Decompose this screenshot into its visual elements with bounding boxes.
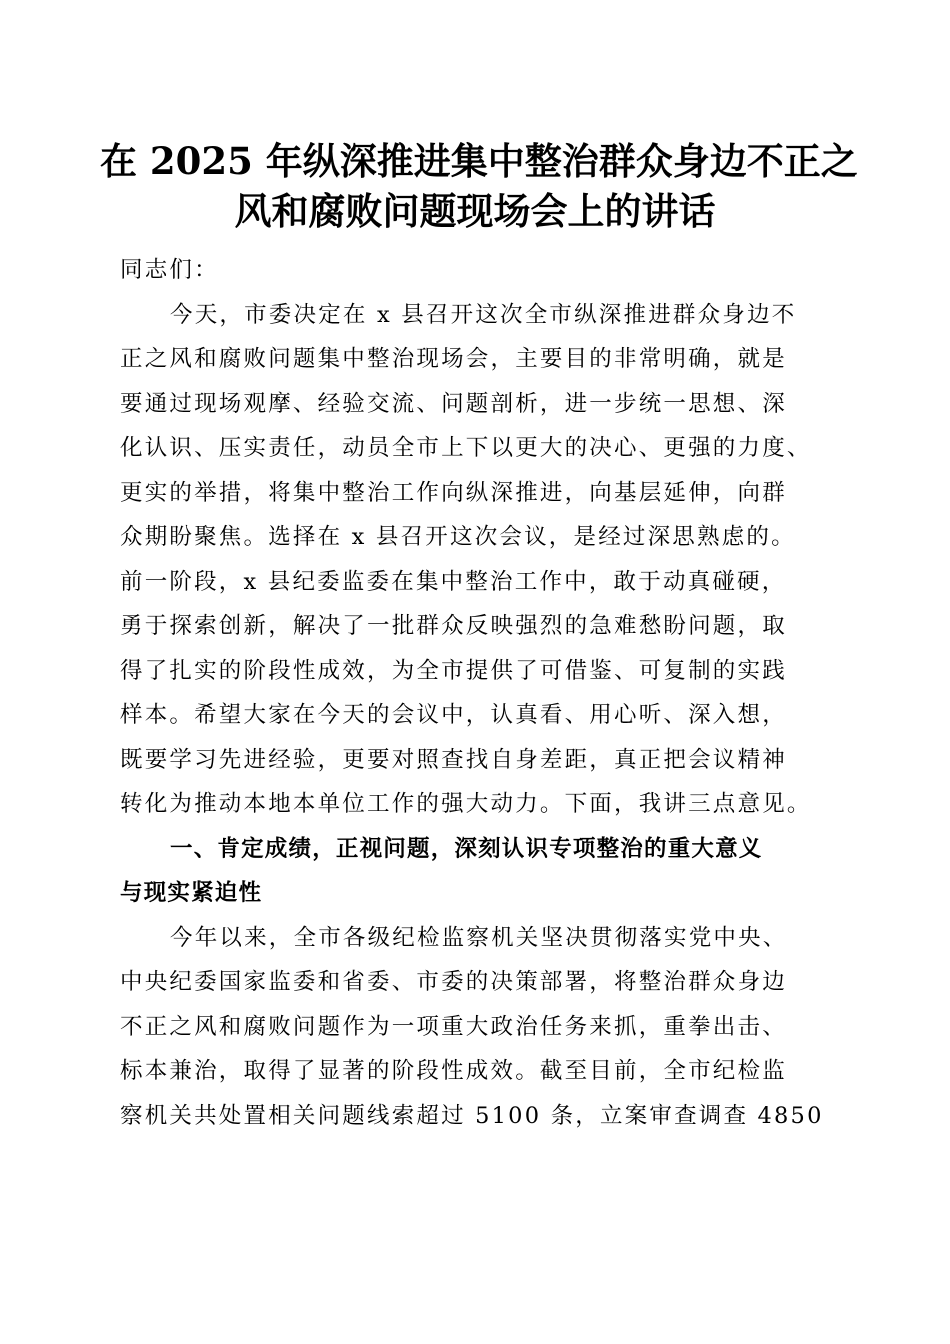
title-line: 风和腐败问题现场会上的讲话 [234,189,716,233]
section-heading [120,827,825,916]
paragraph-line: 标本兼治，取得了显著的阶段性成效。截至目前，全市纪检监 [120,1058,787,1084]
paragraph-line: 化认识、压实责任，动员全市上下以更大的决心、更强的力度、 [120,435,812,461]
paragraph-line: 样本。希望大家在今天的会议中，认真看、用心听、深入想， [120,702,787,728]
paragraph-line: 正之风和腐败问题集中整治现场会，主要目的非常明确，就是 [120,346,787,372]
paragraph-line: 中央纪委国家监委和省委、市委的决策部署，将整治群众身边 [120,969,787,995]
heading-line: 一、肯定成绩，正视问题，深刻认识专项整治的重大意义 [170,835,763,862]
paragraph-line: 勇于探索创新，解决了一批群众反映强烈的急难愁盼问题，取 [120,613,787,639]
paragraph-line: 得了扎实的阶段性成效，为全市提供了可借鉴、可复制的实践 [120,657,787,684]
paragraph-line: 今天，市委决定在 x 县召开这次全市纵深推进群众身边不 [170,301,797,328]
document-title [100,136,858,236]
paragraph-line: 前一阶段，x 县纪委监委在集中整治工作中，敢于动真碰硬， [120,568,787,595]
intro-paragraph [120,293,825,827]
paragraph-line: 更实的举措，将集中整治工作向纵深推进，向基层延伸，向群 [120,479,787,506]
paragraph-line: 今年以来，全市各级纪检监察机关坚决贯彻落实党中央、 [170,924,788,951]
paragraph-line: 不正之风和腐败问题作为一项重大政治任务来抓，重拳出击、 [120,1013,787,1040]
section-paragraph [120,916,825,1139]
title-line: 在 2025 年纵深推进集中整治群众身边不正之 [100,139,858,183]
document-body [120,248,825,1138]
paragraph-line: 察机关共处置相关问题线索超过 5100 条，立案审查调查 4850 [120,1102,824,1129]
paragraph-line: 既要学习先进经验，更要对照查找自身差距，真正把会议精神 [120,746,787,773]
paragraph-line: 转化为推动本地本单位工作的强大动力。下面，我讲三点意见。 [120,791,812,817]
paragraph-line: 要通过现场观摩、经验交流、问题剖析，进一步统一思想、深 [120,390,787,417]
heading-line: 与现实紧迫性 [120,880,263,906]
paragraph-line: 众期盼聚焦。选择在 x 县召开这次会议，是经过深思熟虑的。 [120,524,796,550]
salutation: 同志们： [120,257,219,283]
